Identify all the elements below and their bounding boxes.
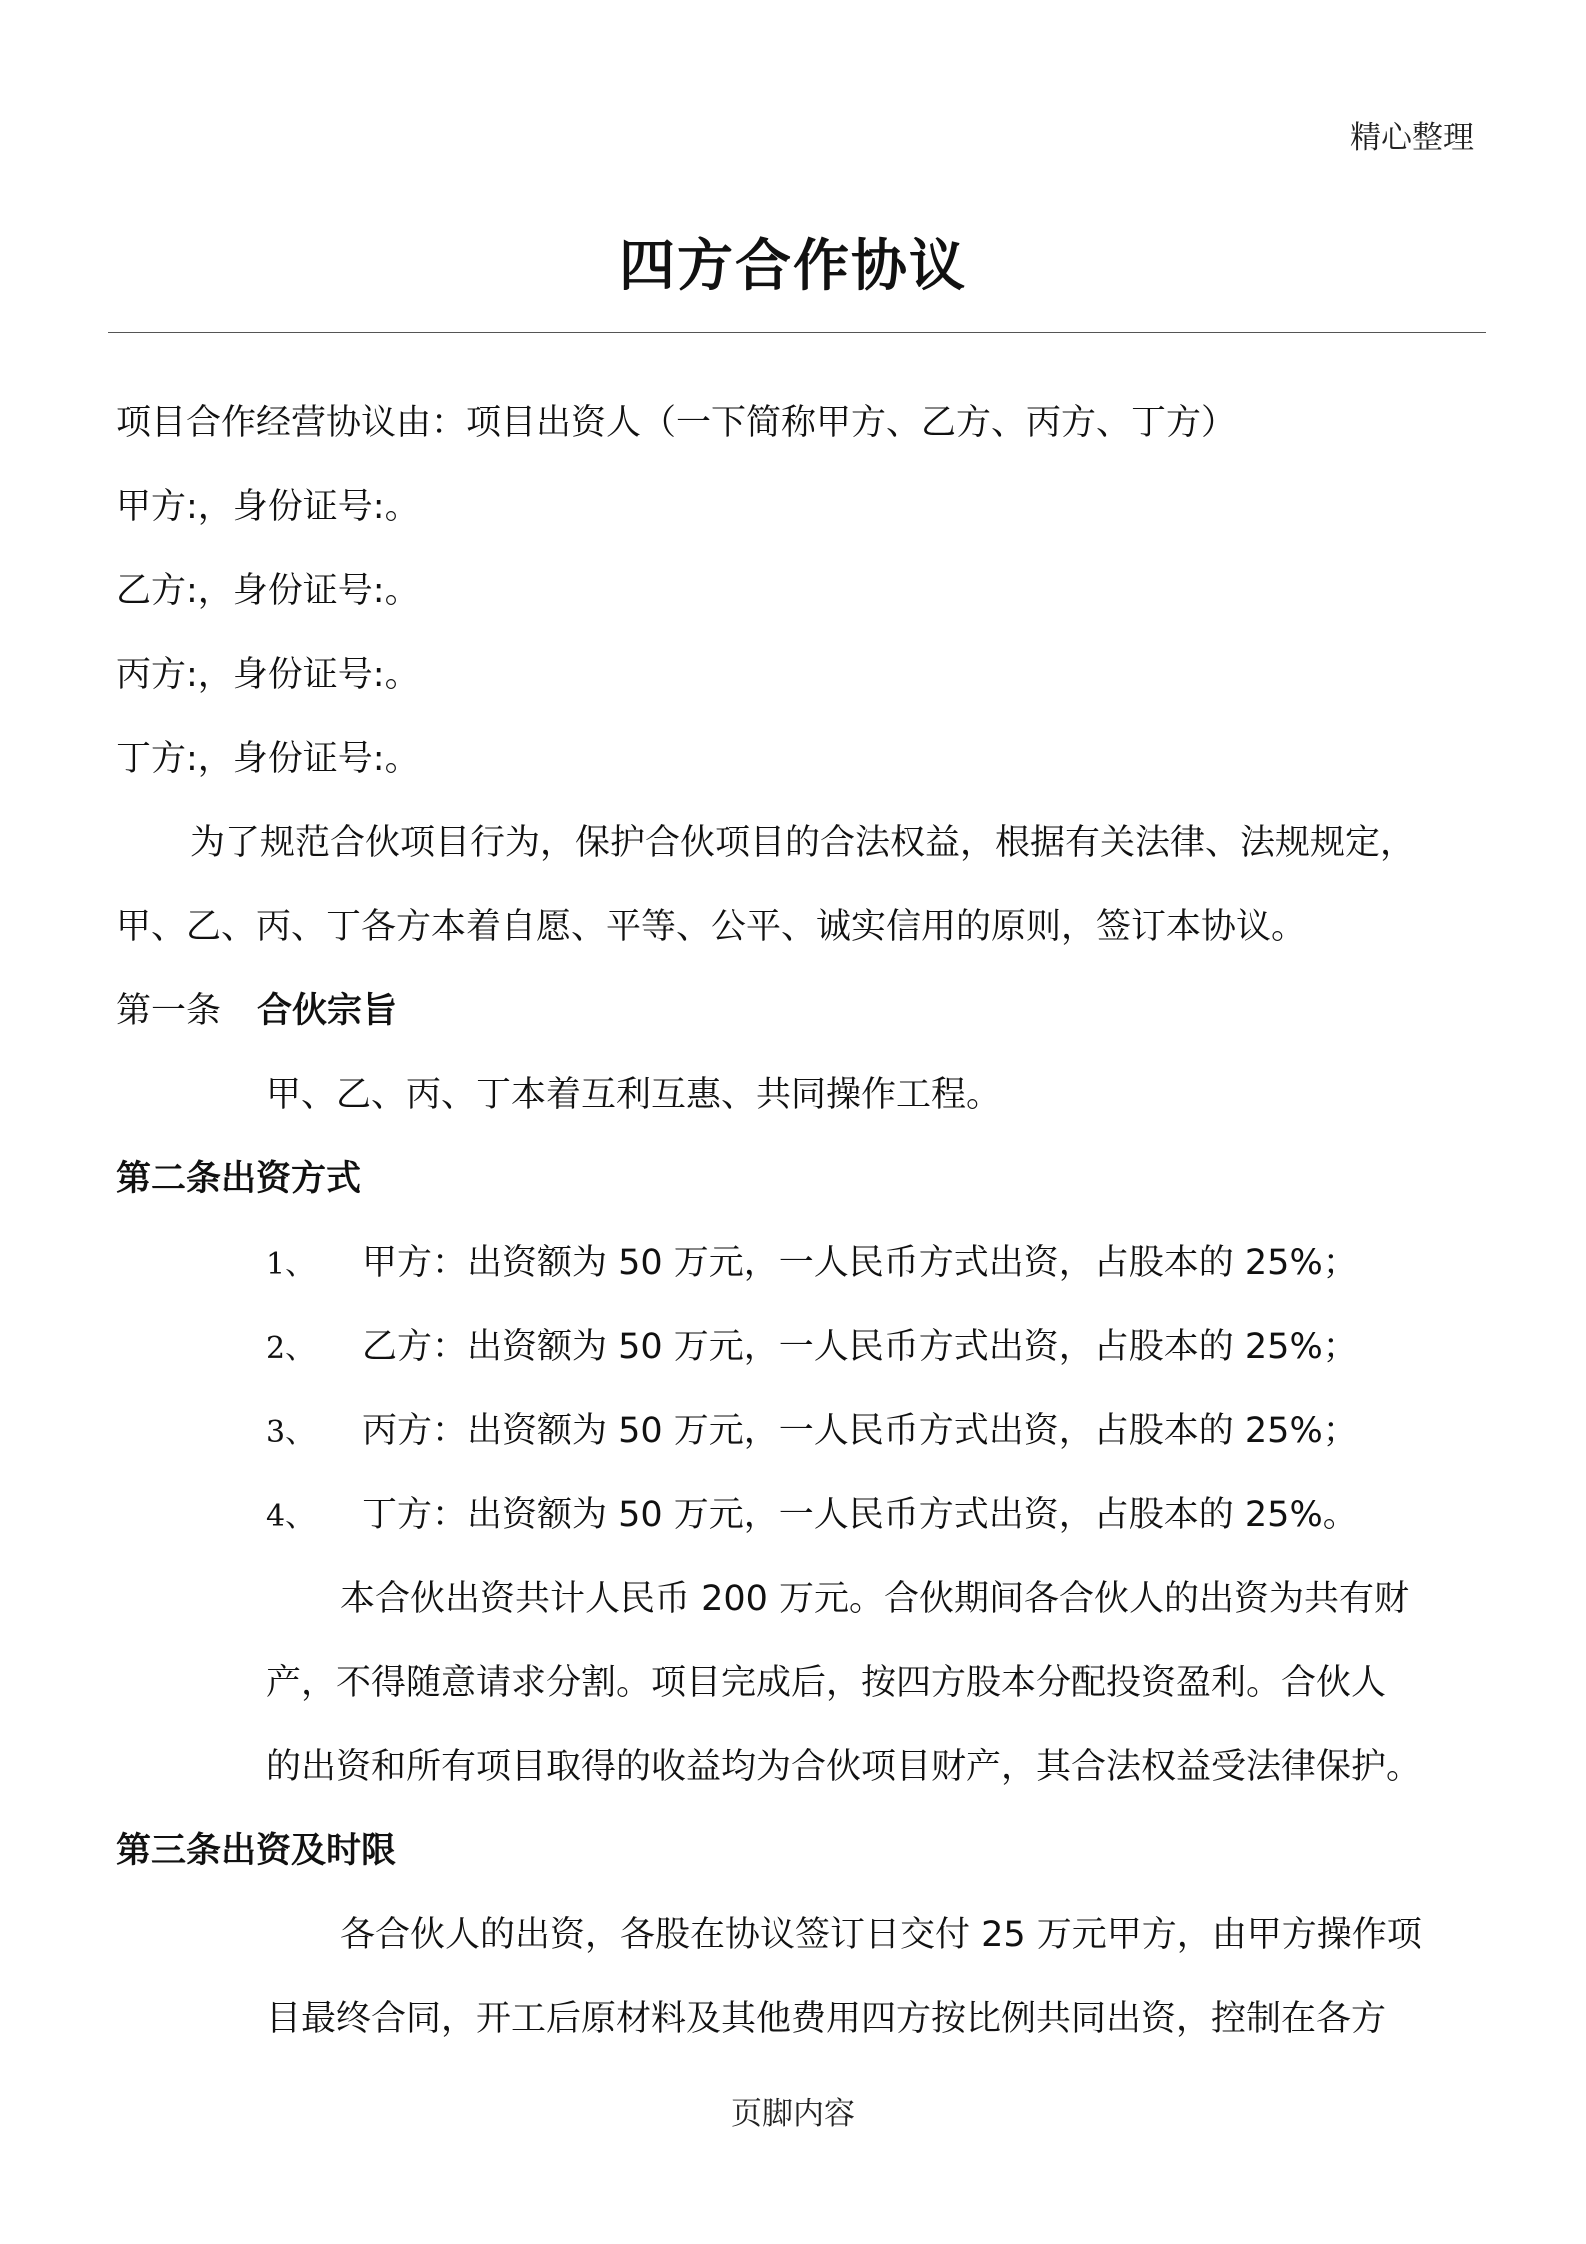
article1-label: 第一条: [116, 991, 222, 1031]
article1-title: 合伙宗旨: [257, 991, 398, 1031]
item-number: 4、: [266, 1499, 316, 1534]
item-number: 1、: [266, 1247, 316, 1282]
contribution-item-1: [266, 1244, 1358, 1283]
article3-paragraph-line-2: 目最终合同，开工后原材料及其他费用四方按比例共同出资，控制在各方: [266, 1999, 1387, 2039]
article2-paragraph-line-3: 的出资和所有项目取得的收益均为合伙项目财产，其合法权益受法律保护。: [266, 1747, 1422, 1787]
article1-heading: [116, 992, 397, 1031]
item-number: 2、: [266, 1331, 316, 1366]
contribution-item-2: [266, 1328, 1358, 1367]
article1-body: 甲、乙、丙、丁本着互利互惠、共同操作工程。: [266, 1075, 1002, 1115]
intro-line: 项目合作经营协议由：项目出资人（一下简称甲方、乙方、丙方、丁方）: [116, 403, 1237, 443]
party-line-yi: 乙方:，身份证号:。: [116, 571, 420, 611]
title-divider: [108, 332, 1486, 333]
article2-title: 第二条出资方式: [116, 1159, 362, 1199]
article2-paragraph-line-2: 产，不得随意请求分割。项目完成后，按四方股本分配投资盈利。合伙人: [266, 1663, 1387, 1703]
party-line-jia: 甲方:，身份证号:。: [116, 487, 420, 527]
contribution-item-4: [266, 1496, 1358, 1535]
document-title: 四方合作协议: [619, 234, 967, 299]
article3-title: 第三条出资及时限: [116, 1831, 397, 1871]
article2-paragraph-line-1: 本合伙出资共计人民币 200 万元。合伙期间各合伙人的出资为共有财: [340, 1579, 1410, 1619]
party-line-bing: 丙方:，身份证号:。: [116, 655, 420, 695]
preamble-line-2: 甲、乙、丙、丁各方本着自愿、平等、公平、诚实信用的原则，签订本协议。: [116, 907, 1307, 947]
header-note: 精心整理: [1350, 120, 1474, 156]
item-text: 乙方：出资额为 50 万元，一人民币方式出资，占股本的 25%；: [362, 1327, 1358, 1367]
contribution-item-3: [266, 1412, 1358, 1451]
article3-paragraph-line-1: 各合伙人的出资，各股在协议签订日交付 25 万元甲方，由甲方操作项: [340, 1915, 1422, 1955]
item-number: 3、: [266, 1415, 316, 1450]
preamble-line-1: 为了规范合伙项目行为，保护合伙项目的合法权益，根据有关法律、法规规定，: [190, 823, 1416, 863]
page-footer: 页脚内容: [731, 2096, 855, 2132]
item-text: 丁方：出资额为 50 万元，一人民币方式出资，占股本的 25%。: [362, 1495, 1358, 1535]
item-text: 甲方：出资额为 50 万元，一人民币方式出资，占股本的 25%；: [362, 1243, 1358, 1283]
item-text: 丙方：出资额为 50 万元，一人民币方式出资，占股本的 25%；: [362, 1411, 1358, 1451]
party-line-ding: 丁方:，身份证号:。: [116, 739, 420, 779]
